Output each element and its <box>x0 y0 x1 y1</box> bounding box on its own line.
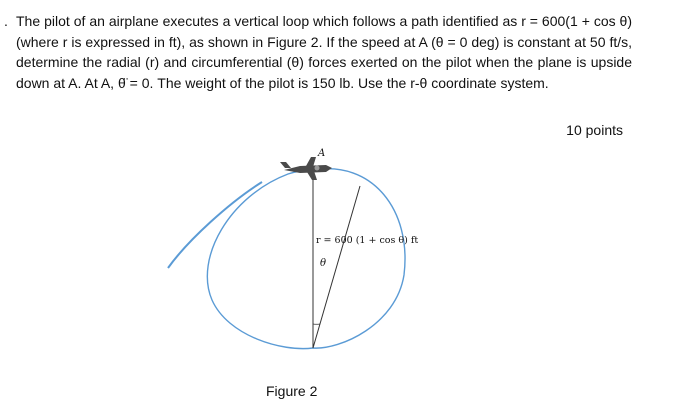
points-value: 10 points <box>566 122 623 138</box>
loop-path <box>207 169 405 349</box>
question-bullet: . <box>4 13 8 29</box>
figure-2-diagram <box>150 140 470 370</box>
point-a-label: A <box>318 148 326 159</box>
problem-statement: The pilot of an airplane executes a vertical loop which follows a path identified as r = 600(1 + cos θ) (where r is expressed in ft), as shown in Figure 2. If the speed at A (θ = 0 deg) is constant at 50 ft/s, determine the radial (r) and circumferential (θ) forces exerted on the pilot when the plane is upside down at A. At A, θ̈ = 0. The weight of the pilot is 150 lb. Use the r-θ coordinate system. <box>16 13 632 91</box>
figure-caption: Figure 2 <box>266 383 318 399</box>
approach-path <box>168 182 262 268</box>
equation-label: r = 600 (1 + cos θ) ft <box>316 235 419 246</box>
airplane-icon <box>280 157 332 180</box>
theta-label: θ <box>320 258 327 269</box>
